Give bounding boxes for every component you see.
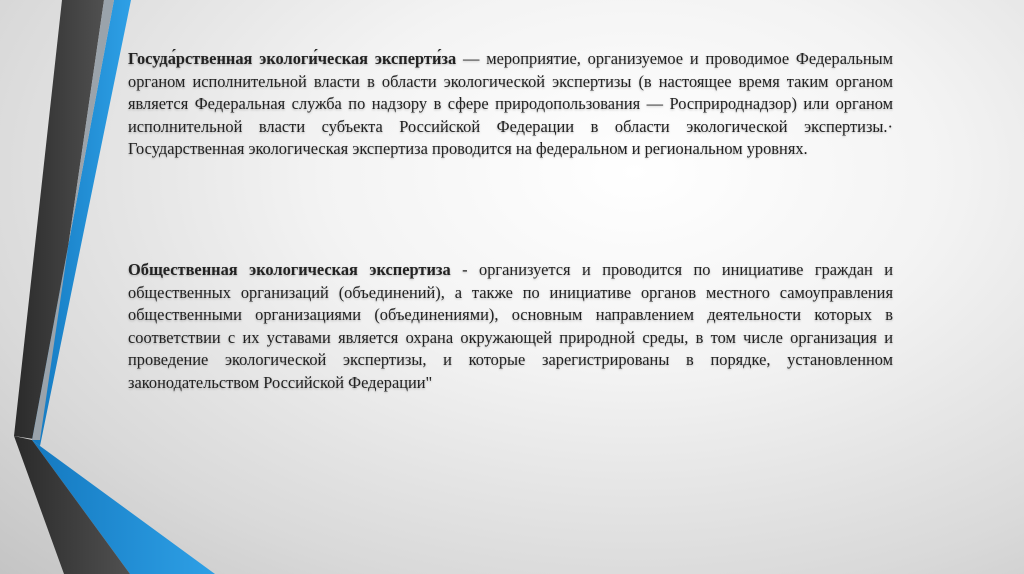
term-state-expertise: Госуда́рственная экологи́ческая эксперти́за: [128, 49, 457, 68]
definition-state-expertise: — мероприятие, организуемое и проводимое Федеральным органом исполнительной власти в области экологической экспертизы (в настоящее время таким органом является Федеральная служба по надзору в сфере природопользования — Росприроднадзор) или органом исполнительной власти субъекта Российской Федерации в области экологической экспертизы.· Государственная экологическая экспертиза проводится на федеральном и региональном уровнях.: [128, 49, 893, 159]
definition-public-expertise: - организуется и проводится по инициативе граждан и общественных организаций (объединений), а также по инициативе органов местного самоуправления общественными организациями (объединениями), основным направлением деятельности которых в соответствии с их уставами является охрана окружающей природной среды, в том числе организация и проведение экологической экспертизы, и которые зарегистрированы в порядке, установленном законодательством Российской Федерации": [128, 260, 893, 392]
term-public-expertise: Общественная экологическая экспертиза: [128, 260, 451, 279]
paragraph-state-expertise: [128, 48, 893, 161]
dark-stripe-vertical: [14, 0, 104, 440]
paragraph-public-expertise: [128, 259, 893, 395]
